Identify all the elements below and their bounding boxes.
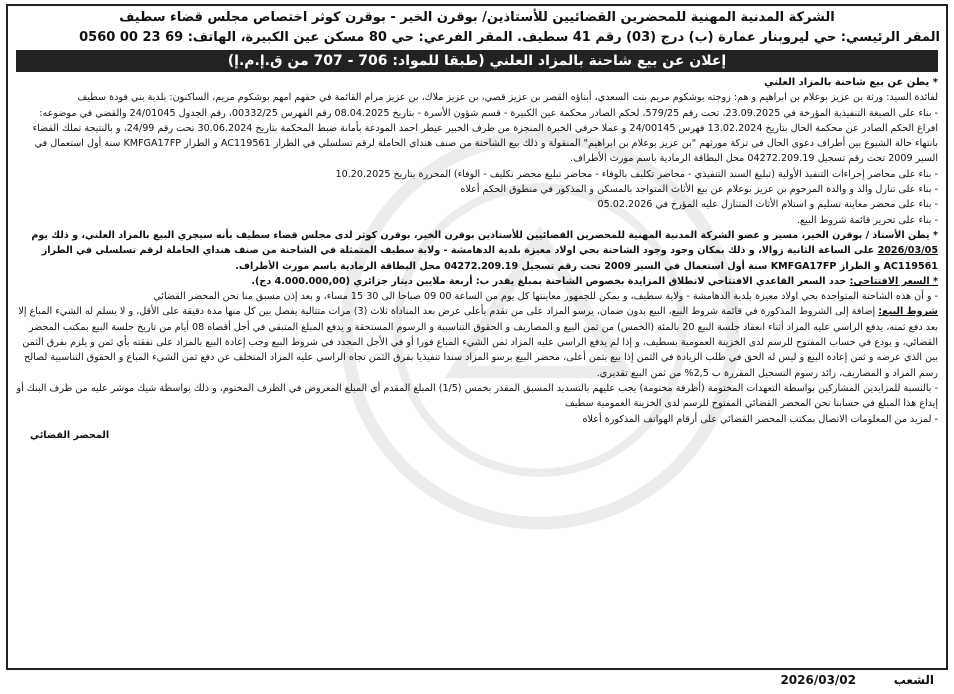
procedures-paragraph: - بناء على محاضر إجراءات التنفيذ الأولية (تبليغ السند التنفيذي - محاضر تكليف بالوفاء - محاضر تبليغ محضر تكليف - الوفاء) المحررة بتاريخ 10.20.2025 (335, 168, 938, 180)
opening-price-text: حدد السعر القاعدي الافتتاحي لانطلاق المزايدة بخصوص الشاحنة بمبلغ يقدر ب: أربعة ملايين دينار جزائري (4.000.000,00 دج). (251, 275, 847, 287)
handover-paragraph: - بناء على محضر معاينة تسليم و استلام الأثاث المتنازل عليه المؤرخ في 05.02.2026 (597, 199, 938, 211)
opening-price-label: * السعر الافتتاحي: (849, 275, 938, 287)
sale-announcement-text: * يطن الأستاذ / بوقرن الخير، مسير و عضو الشركة المدنية المهنية للمحضرين القضائيين للأستاذين بوقرن الخير، بوقرن كوثر لدى مجلس قضاء سطيف بأنه سيجري البيع بالمزاد العلني، و ذلك يوم (31, 229, 938, 241)
sale-conditions-paragraph (16, 304, 938, 380)
address-line: المقر الرئيسي: حي ليروبنار عمارة (ب) درج (03) رقم 41 سطيف. المقر الفرعي: حي 80 مسكن عين الكبيرة، الهاتف: 69 23 00 0560 (79, 30, 940, 45)
viewing-paragraph: - و أن هذه الشاحنة المتواجدة بحي اولاد معيزة بلدية الدهامشة - ولاية سطيف، و يمكن للجمهور معاينتها كل يوم من الساعة 00 09 صباحا الى 30 15 مساء، و بعد إذن مسبق منا نحن المحضر القضائي (153, 291, 938, 303)
sale-date: 2026/03/05 (877, 245, 938, 257)
announcement-banner: إعلان عن بيع شاحنة بالمزاد العلني (طبقا للمواد: 706 - 707 من ق.إ.م.إ) (16, 50, 938, 72)
beneficiaries-paragraph: لفائدة السيد: ورثة بن عزيز بوعلام بن ابراهيم و هم: زوجته بوشكوم مريم بنت السعدي، أبناؤه القصر بن عزيز قصي، بن عزيز ملاك، بن عزيز مرام القائمة في حقهم امهم بوشكوم مريم، الساكنون: بلدية بني فودة سطيف (77, 92, 938, 104)
notice-body (8, 72, 946, 443)
company-line: الشركة المدنية المهنية للمحضرين القضائيين للأستاذين/ بوقرن الخير - بوقرن كوثر اختصاص مجلس قضاء سطيف (119, 10, 835, 25)
sale-conditions-label: شروط البيع: (878, 306, 938, 318)
legal-basis-paragraph: - بناء على الصيغة التنفيذية المؤرخة في 23.09.2025، تحت رقم 579/25، لحكم الصادر محكمة عين الكبيرة - قسم شؤون الأسرة - بتاريخ 08.04.2025 رقم الفهرس 00332/25، رقم الجدول 24/01045 والقضي في موضوعه: افراغ الحكم الصادر عن محكمة الحال بتاريخ 13.02.2024 فهرس 24/00145 و عملا حرفي الخبرة المنجزة من طرف الخبير عيطر احمد المودعة بأمانة ضبط المحكمة بتاريخ 30.06.2024 تحت رقم 24/99، و بالنتيجة تملك القضاء بانتهاء حالة الشيوع بين أطراف دعوى الحال في تركة مورثهم "بن عزيز بوعلام بن ابراهيم" المنقولة و ذلك بيع الشاحنة من صنف هنداي الحاملة لرقم تسلسلي في الطراز AC119561 و الطراز KMFGA17FP سنة أول استعمال في السير 2009 تحت رقم تسجيل 04272.209.19 محل البطاقة الرمادية باسم مورث الأطراف. (32, 107, 938, 165)
publication-name: الشعب (893, 673, 934, 687)
sale-announcement-paragraph (16, 228, 938, 274)
bailiff-signature: المحضر القضائي (30, 429, 110, 441)
sealed-bids-paragraph: - بالنسبة للمزايدين المشاركين بواسطة التعهدات المختومة (أظرفة مختومة) يجب عليهم بالتسديد المسبق المقدر بخمس (1/5) المبلغ المقدم أي المبلغ المعروض في الظرف المختوم، و ذلك بواسطة شيك موشر عليه من طرف البنك أو إيداع هذا المبلغ في حسابنا نحن المحضر القضائي المفتوح للرسم لدى الخزينة العمومية سطيف (16, 382, 938, 410)
waiver-paragraph: - بناء على تنازل والد و والدة المرحوم بن عزيز بوعلام عن بيع الأثاث المتواجد بالمسكن و المذكور في منطوق الحكم أعلاه (460, 184, 938, 196)
publication-date: 2026/03/02 (780, 673, 856, 687)
notice-header (8, 6, 946, 48)
conditions-list-paragraph: - بناء على تحرير قائمة شروط البيع. (796, 214, 938, 226)
sale-conditions-text: إضافة إلى الشروط المذكورة في قائمة شروط البيع، البيع بدون ضمان، يرسو المزاد على من تقدم بأعلى عرض بعد المناداة ثلاث (3) مرات متتالية يفصل بين كل منها مدة دقيقة على الأقل، و لا يسلم له الشيء المباع إلا بعد دفع ثمنه، يدفع الراسي عليه المزاد أثناء انعقاد جلسة البيع 20 بالمئة (الخمس) من ثمن البيع و المصاريف و الحقوق التناسبية و الرسوم المستحقة و يدفع المبلغ المتبقي في أجل أقصاه 08 أيام من تاريخ جلسة البيع بمكتب المحضر القضائي، و يودع في حساب المفتوح للرسم لدى الخزينة العمومية بسطيف، و إذا لم يدفع الراسي عليه المزاد ثمن الشيء المباع فورا أو في الأجل المحدد في شروط البيع وجب إعادة البيع بالمزاد على نفقته بأي ثمن و يلزم بفرق الثمن بين الذي عرضه و ثمن إعادة البيع و ليس له الحق في طلب الزيادة في الثمن إذا بيع بثمن أعلى، محضر البيع برسو المزاد سندا تنفيذيا بفرق الثمن تجاه الراسي عليه المزاد المتخلف عن دفع ثمن الشيء المباع و الحقوق التناسبية لصالح رسم المزاد و المصاريف، زائد رسوم التسجيل المقررة ب 2,5% من ثمن البيع تقديري. (18, 306, 938, 379)
publication-footer (6, 673, 948, 691)
notice-heading: * يطن عن بيع شاحنة بالمزاد العلني (764, 77, 938, 88)
notice-frame (6, 4, 948, 670)
contact-paragraph: - لمزيد من المعلومات الاتصال بمكتب المحضر القضائي على أرقام الهواتف المذكورة أعلاه (582, 413, 938, 425)
opening-price-paragraph (16, 274, 938, 289)
sale-details-text: على الساعة الثانية زوالا، و ذلك بمكان وجود وجود الشاحنة بحي اولاد معيزة بلدية الدهامشة - ولاية سطيف المتمثلة في الشاحنة من صنف هنداي الحاملة لرقم تسلسلي في الطراز AC119561 و الطراز KMFGA17FP سنة أول استعمال في السير 2009 تحت رقم تسجيل 04272.209.19 محل البطاقة الرمادية باسم مورث الأطراف. (41, 245, 938, 272)
